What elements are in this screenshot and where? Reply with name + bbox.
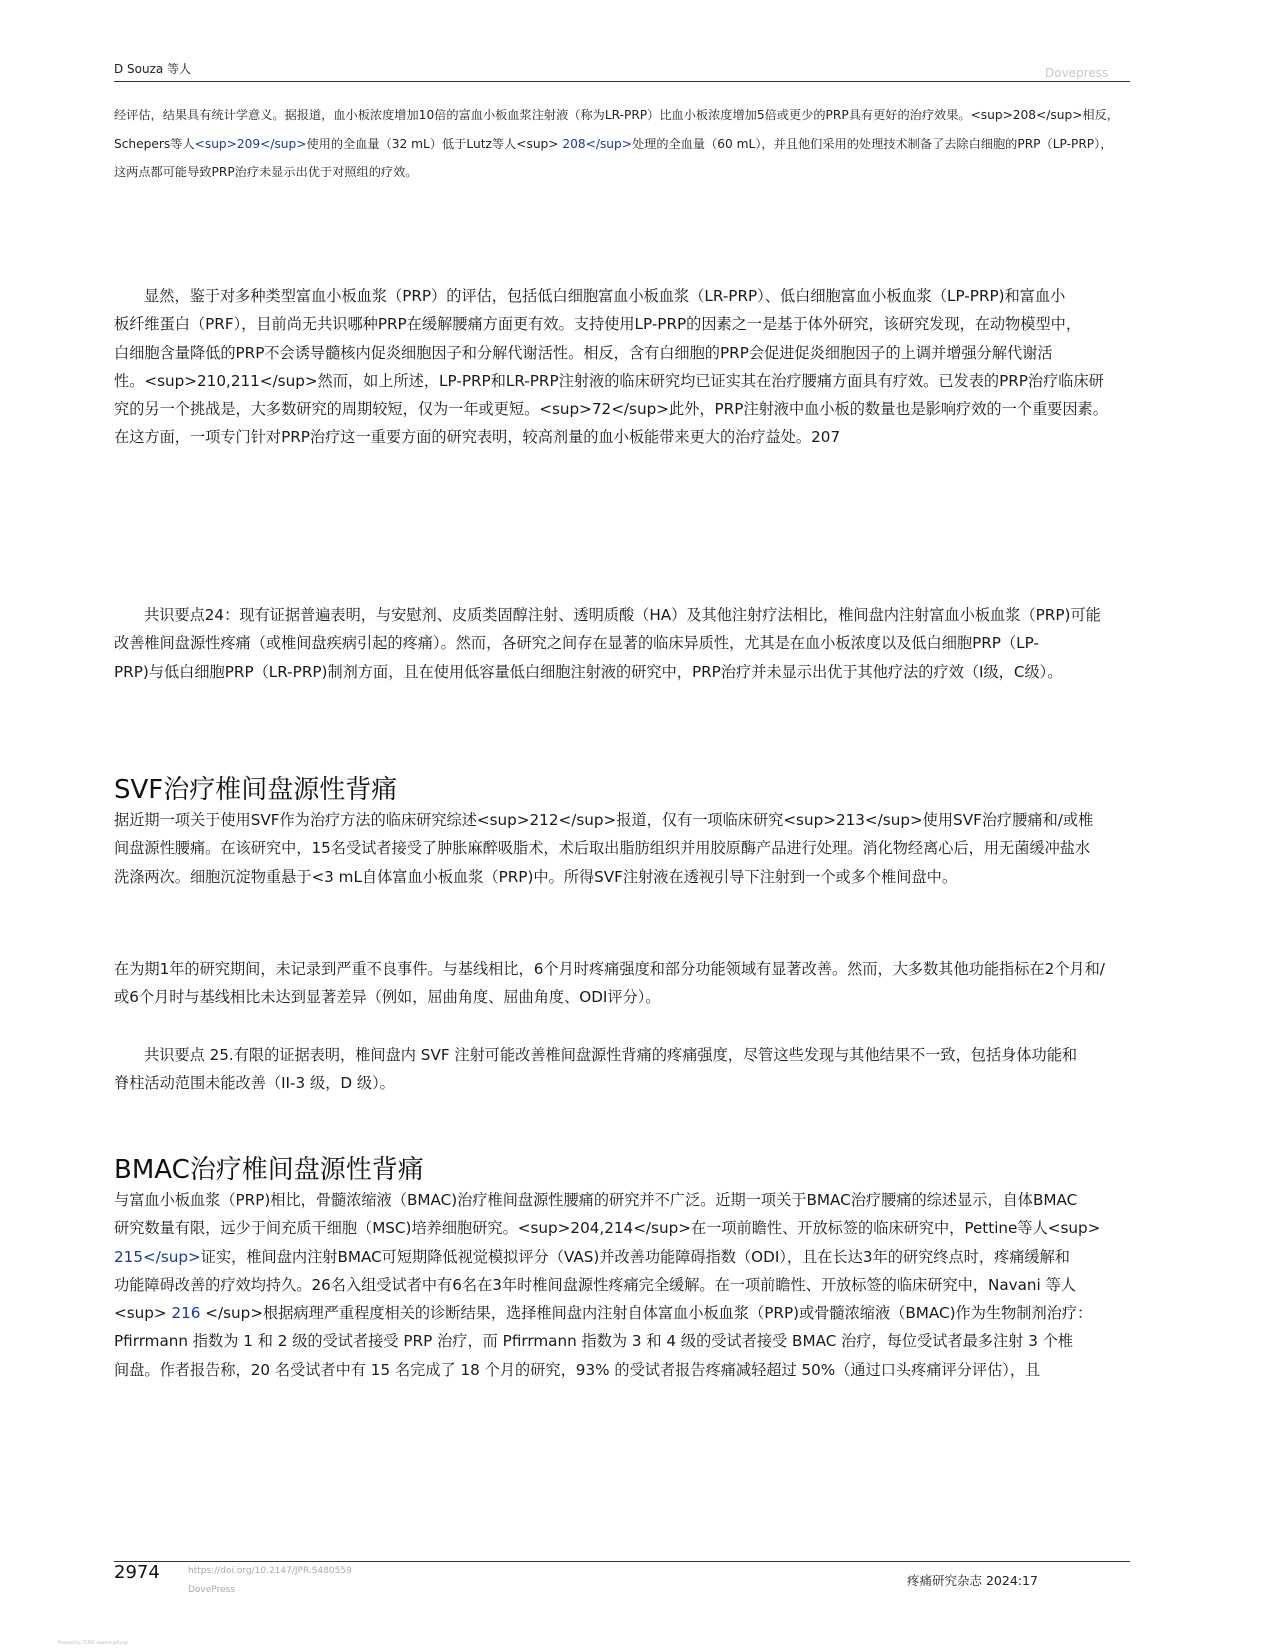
text-line: 研究数量有限，远少于间充质干细胞（MSC)培养细胞研究。<sup>204,214</sup>在一项前瞻性、开放标签的临床研究中，Pettine等人<sup> xyxy=(114,1219,1101,1238)
text-line: 这两点都可能导致PRP治疗未显示出优于对照组的疗效。 xyxy=(114,165,418,179)
doi-link[interactable]: https://doi.org/10.2147/JPR.S480559 xyxy=(188,1566,352,1576)
paragraph-consensus-24 xyxy=(114,601,1136,686)
text-line: 据近期一项关于使用SVF作为治疗方法的临床研究综述<sup>212</sup>报道，仅有一项临床研究<sup>213</sup>使用SVF治疗腰痛和/或椎 xyxy=(114,811,1094,829)
citation-link[interactable]: 208</sup> xyxy=(562,136,632,151)
text-line: 共识要点 25.有限的证据表明，椎间盘内 SVF 注射可能改善椎间盘源性背痛的疼痛强度，尽管这些发现与其他结果不一致，包括身体功能和 xyxy=(144,1046,1078,1064)
text-line: 究的另一个挑战是，大多数研究的周期较短，仅为一年或更短。<sup>72</sup>此外，PRP注射液中血小板的数量也是影响疗效的一个重要因素。 xyxy=(114,400,1108,419)
text-line: 与富血小板血浆（PRP)相比，骨髓浓缩液（BMAC)治疗椎间盘源性腰痛的研究并不广泛。近期一项关于BMAC治疗腰痛的综述显示，自体BMAC xyxy=(114,1191,1078,1209)
running-header-brand: Dovepress xyxy=(1045,66,1109,80)
paragraph-prp-types xyxy=(114,282,1136,452)
text-line: 功能障碍改善的疗效均持久。26名入组受试者中有6名在3年时椎间盘源性疼痛完全缓解。在一项前瞻性、开放标签的临床研究中，Navani 等人 xyxy=(114,1275,1076,1294)
text-line: 在为期1年的研究期间，未记录到严重不良事件。与基线相比，6个月时疼痛强度和部分功能领域有显著改善。然而，大多数其他功能指标在2个月和/ xyxy=(114,960,1105,978)
section-title-svf: SVF治疗椎间盘源性背痛 xyxy=(114,775,398,805)
citation-link[interactable]: <sup>209</sup> xyxy=(194,136,307,151)
footer-brand: DovePress xyxy=(188,1585,235,1595)
text-line: 白细胞含量降低的PRP不会诱导髓核内促炎细胞因子和分解代谢活性。相反，含有白细胞的PRP会促进促炎细胞因子的上调并增强分解代谢活 xyxy=(114,343,1053,362)
text-line: 或6个月时与基线相比未达到显著差异（例如，屈曲角度、屈曲角度、ODI评分）。 xyxy=(114,988,661,1007)
text-line: 使用的全血量（32 mL）低于Lutz等人<sup> xyxy=(306,136,563,151)
paragraph-svf-results xyxy=(114,955,1136,1012)
paragraph-bmac xyxy=(114,1186,1136,1384)
text-line: 处理的全血量（60 mL），并且他们采用的处理技术制备了去除白细胞的PRP（LP-PRP）， xyxy=(631,136,1113,151)
text-line: </sup>根据病理严重程度相关的诊断结果，选择椎间盘内注射自体富血小板血浆（PRP)或骨髓浓缩液（BMAC)作为生物制剂治疗： xyxy=(200,1304,1093,1323)
text-line: Schepers等人 xyxy=(114,136,195,151)
text-line: 洗涤两次。细胞沉淀物重悬于<3 mL自体富血小板血浆（PRP)中。所得SVF注射液在透视引导下注射到一个或多个椎间盘中。 xyxy=(114,867,958,886)
generator-note: Powered by TCPDF (www.tcpdf.org) xyxy=(58,1640,129,1645)
paragraph-svf xyxy=(114,806,1136,891)
citation-link[interactable]: 215</sup> xyxy=(114,1247,201,1266)
text-line: <sup> xyxy=(114,1304,172,1323)
text-line: Pfirrmann 指数为 1 和 2 级的受试者接受 PRP 治疗，而 Pfirrmann 指数为 3 和 4 级的受试者接受 BMAC 治疗，每位受试者最多注射 3 个椎 xyxy=(114,1332,1074,1351)
header-rule xyxy=(114,81,1130,82)
footer-rule xyxy=(114,1561,1130,1562)
text-line: 证实，椎间盘内注射BMAC可短期降低视觉模拟评分（VAS)并改善功能障碍指数（ODI），且在长达3年的研究终点时，疼痛缓解和 xyxy=(200,1247,1070,1266)
text-line: 性。<sup>210,211</sup>然而，如上所述，LP-PRP和LR-PRP注射液的临床研究均已证实其在治疗腰痛方面具有疗效。已发表的PRP治疗临床研 xyxy=(114,371,1104,390)
text-line: 改善椎间盘源性疼痛（或椎间盘疾病引起的疼痛）。然而，各研究之间存在显著的临床异质性，尤其是在血小板浓度以及低白细胞PRP（LP- xyxy=(114,634,1039,653)
text-line: 显然，鉴于对多种类型富血小板血浆（PRP）的评估，包括低白细胞富血小板血浆（LR-PRP）、低白细胞富血小板血浆（LP-PRP)和富血小 xyxy=(144,287,1066,305)
text-line: 间盘源性腰痛。在该研究中，15名受试者接受了肿胀麻醉吸脂术，术后取出脂肪组织并用胶原酶产品进行处理。消化物经离心后，用无菌缓冲盐水 xyxy=(114,839,1091,858)
paragraph-consensus-25 xyxy=(114,1041,1136,1098)
text-line: 在这方面，一项专门针对PRP治疗这一重要方面的研究表明，较高剂量的血小板能带来更大的治疗益处。207 xyxy=(114,428,841,447)
page-number: 2974 xyxy=(114,1562,160,1583)
text-line: PRP)与低白细胞PRP（LR-PRP)制剂方面，且在使用低容量低白细胞注射液的研究中，PRP治疗并未显示出优于其他疗法的疗效（I级，C级）。 xyxy=(114,662,1063,681)
citation-link[interactable]: 216 xyxy=(171,1304,201,1323)
paragraph-intro xyxy=(114,101,1136,187)
section-title-bmac: BMAC治疗椎间盘源性背痛 xyxy=(114,1155,424,1185)
running-header-author: D Souza 等人 xyxy=(114,62,192,76)
text-line: 间盘。作者报告称，20 名受试者中有 15 名完成了 18 个月的研究，93% 的受试者报告疼痛减轻超过 50%（通过口头疼痛评分评估），且 xyxy=(114,1360,1041,1379)
text-line: 板纤维蛋白（PRF），目前尚无共识哪种PRP在缓解腰痛方面更有效。支持使用LP-PRP的因素之一是基于体外研究，该研究发现，在动物模型中， xyxy=(114,315,1082,334)
text-line: 经评估，结果具有统计学意义。据报道，血小板浓度增加10倍的富血小板血浆注射液（称为LR-PRP）比血小板浓度增加5倍或更少的PRP具有更好的治疗效果。<sup>208</sup>相反， xyxy=(114,108,1119,122)
journal-citation: 疼痛研究杂志 2024:17 xyxy=(907,1573,1038,1588)
text-line: 共识要点24：现有证据普遍表明，与安慰剂、皮质类固醇注射、透明质酸（HA）及其他注射疗法相比，椎间盘内注射富血小板血浆（PRP)可能 xyxy=(144,606,1101,624)
text-line: 脊柱活动范围未能改善（II-3 级，D 级）。 xyxy=(114,1074,395,1093)
